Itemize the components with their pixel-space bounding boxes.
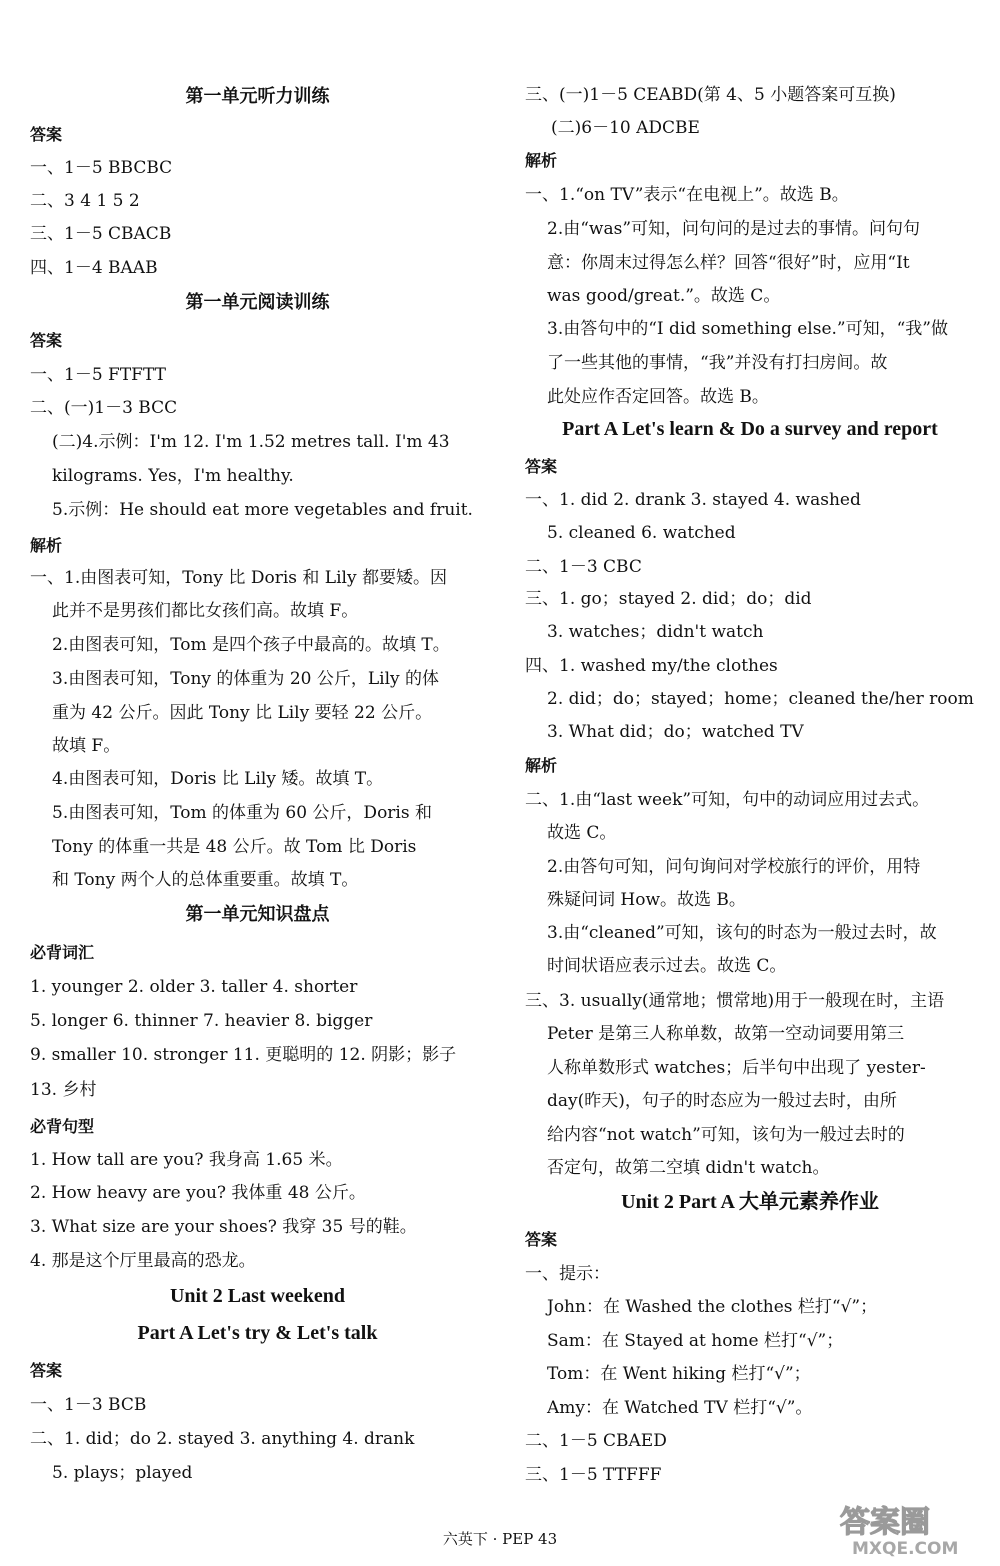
answer-line: 时间状语应表示过去。故选 C。	[547, 956, 787, 976]
answer-line: 二、3 4 1 5 2	[30, 191, 140, 211]
answer-line: 3.由答句中的“I did something else.”可知，“我”做	[547, 319, 948, 339]
subsection-label: 答案	[30, 1361, 63, 1380]
subsection-label: 答案	[30, 125, 63, 144]
section-heading: 第一单元阅读训练	[185, 292, 330, 313]
answer-line: day(昨天)，句子的时态应为一般过去时，由所	[547, 1091, 897, 1111]
answer-line: 三、3. usually(通常地；惯常地)用于一般现在时，主语	[525, 991, 945, 1011]
subsection-label: 解析	[30, 536, 63, 555]
answer-line: 3.由图表可知，Tony 的体重为 20 公斤，Lily 的体	[52, 669, 440, 689]
subsection-label: 解析	[525, 151, 558, 170]
answer-line: 3. What did；do；watched TV	[547, 722, 804, 742]
answer-line: 此并不是男孩们都比女孩们高。故填 F。	[52, 601, 359, 621]
answer-line: 一、1－3 BCB	[30, 1395, 147, 1415]
answer-line: 重为 42 公斤。因此 Tony 比 Lily 要轻 22 公斤。	[52, 703, 433, 723]
answer-line: 一、1－5 BBCBC	[30, 158, 173, 178]
section-heading: Unit 2 Part A 大单元素养作业	[621, 1191, 879, 1213]
section-heading: Part A Let's learn & Do a survey and report	[562, 418, 938, 440]
answer-line: 3. What size are your shoes? 我穿 35 号的鞋。	[30, 1217, 417, 1237]
answer-line: 三、1－5 CBACB	[30, 224, 172, 244]
answer-line: 5. longer 6. thinner 7. heavier 8. bigger	[30, 1011, 373, 1031]
answer-line: 5.示例：He should eat more vegetables and fruit.	[52, 500, 473, 520]
watermark-logo-icon	[830, 1500, 990, 1560]
subsection-label: 答案	[525, 457, 558, 476]
section-heading: 第一单元知识盘点	[185, 904, 330, 925]
answer-line: 2.由图表可知，Tom 是四个孩子中最高的。故填 T。	[52, 635, 450, 655]
answer-line: Sam：在 Stayed at home 栏打“√”；	[547, 1331, 844, 1351]
answer-line: 和 Tony 两个人的总体重要重。故填 T。	[52, 870, 359, 890]
answer-line: 殊疑问词 How。故选 B。	[547, 890, 746, 910]
subsection-label: 必背句型	[30, 1117, 95, 1136]
answer-line: 二、1－5 CBAED	[525, 1431, 667, 1451]
answer-line: 人称单数形式 watches；后半句中出现了 yester-	[547, 1058, 926, 1078]
page-footer: 六英下 · PEP 43	[442, 1530, 558, 1548]
section-heading: Part A Let's try & Let's talk	[137, 1322, 378, 1344]
section-heading: Unit 2 Last weekend	[169, 1285, 345, 1307]
answer-line: 二、1－3 CBC	[525, 557, 642, 577]
answer-line: 二、1.由“last week”可知，句中的动词应用过去式。	[525, 790, 930, 810]
answer-line: 二、(一)1－3 BCC	[30, 398, 178, 418]
subsection-label: 必背词汇	[30, 943, 95, 962]
answer-line: 一、1.由图表可知，Tony 比 Doris 和 Lily 都要矮。因	[30, 568, 447, 588]
answer-line: 5. cleaned 6. watched	[547, 523, 736, 543]
answer-line: 4.由图表可知，Doris 比 Lily 矮。故填 T。	[52, 769, 384, 789]
answer-line: 9. smaller 10. stronger 11. 更聪明的 12. 阴影；影子	[30, 1045, 457, 1065]
answer-line: 三、1－5 TTFFF	[525, 1465, 662, 1485]
answer-line: 3. watches；didn't watch	[547, 622, 764, 642]
answer-line: 故选 C。	[547, 823, 617, 843]
answer-line: (二)6－10 ADCBE	[551, 118, 700, 138]
subsection-label: 答案	[525, 1230, 558, 1249]
answer-line: was good/great.”。故选 C。	[547, 286, 781, 306]
subsection-label: 答案	[30, 331, 63, 350]
answer-line: 意：你周末过得怎么样？回答“很好”时，应用“It	[547, 253, 910, 273]
answer-line: kilograms. Yes，I'm healthy.	[52, 466, 294, 486]
watermark	[830, 1500, 990, 1560]
answer-line: 3.由“cleaned”可知，该句的时态为一般过去时，故	[547, 923, 937, 943]
answer-line: 一、提示：	[525, 1264, 610, 1284]
answer-line: 2.由答句可知，问句询问对学校旅行的评价，用特	[547, 857, 921, 877]
answer-line: 了一些其他的事情，“我”并没有打扫房间。故	[547, 353, 888, 373]
answer-line: 四、1－4 BAAB	[30, 258, 158, 278]
answer-line: 2. How heavy are you? 我体重 48 公斤。	[30, 1183, 366, 1203]
watermark-url: MXQE.COM	[852, 1539, 959, 1559]
answer-line: 给内容“not watch”可知，该句为一般过去时的	[547, 1125, 905, 1145]
answer-line: (二)4.示例：I'm 12. I'm 1.52 metres tall. I'm 43	[52, 432, 450, 452]
answer-line: Tom：在 Went hiking 栏打“√”；	[547, 1364, 811, 1384]
answer-line: 二、1. did；do 2. stayed 3. anything 4. drank	[30, 1429, 415, 1449]
answer-line: 一、1－5 FTFTT	[30, 365, 166, 385]
answer-line: 此处应作否定回答。故选 B。	[547, 387, 769, 407]
answer-line: John：在 Washed the clothes 栏打“√”；	[547, 1297, 878, 1317]
answer-line: 5. plays；played	[52, 1463, 193, 1483]
watermark-text: 答案圈	[840, 1505, 930, 1540]
answer-line: Amy：在 Watched TV 栏打“√”。	[547, 1398, 813, 1418]
section-heading: 第一单元听力训练	[185, 86, 330, 107]
answer-line: 2.由“was”可知，问句问的是过去的事情。问句句	[547, 219, 921, 239]
answer-line: 1. younger 2. older 3. taller 4. shorter	[30, 977, 358, 997]
answer-line: 三、1. go；stayed 2. did；do；did	[525, 589, 812, 609]
answer-line: 一、1.“on TV”表示“在电视上”。故选 B。	[525, 185, 849, 205]
answer-line: Tony 的体重一共是 48 公斤。故 Tom 比 Doris	[52, 837, 417, 857]
answer-line: 5.由图表可知，Tom 的体重为 60 公斤，Doris 和	[52, 803, 432, 823]
answer-line: 否定句，故第二空填 didn't watch。	[547, 1158, 830, 1178]
answer-line: 一、1. did 2. drank 3. stayed 4. washed	[525, 490, 861, 510]
answer-line: 1. How tall are you? 我身高 1.65 米。	[30, 1150, 343, 1170]
answer-line: 2. did；do；stayed；home；cleaned the/her room	[547, 689, 974, 709]
subsection-label: 解析	[525, 756, 558, 775]
answer-line: 13. 乡村	[30, 1080, 97, 1100]
answer-line: 故填 F。	[52, 736, 121, 756]
answer-line: Peter 是第三人称单数，故第一空动词要用第三	[547, 1024, 905, 1044]
answer-line: 四、1. washed my/the clothes	[525, 656, 778, 676]
answer-line: 4. 那是这个厅里最高的恐龙。	[30, 1251, 256, 1271]
answer-line: 三、(一)1－5 CEABD(第 4、5 小题答案可互换)	[525, 85, 896, 105]
